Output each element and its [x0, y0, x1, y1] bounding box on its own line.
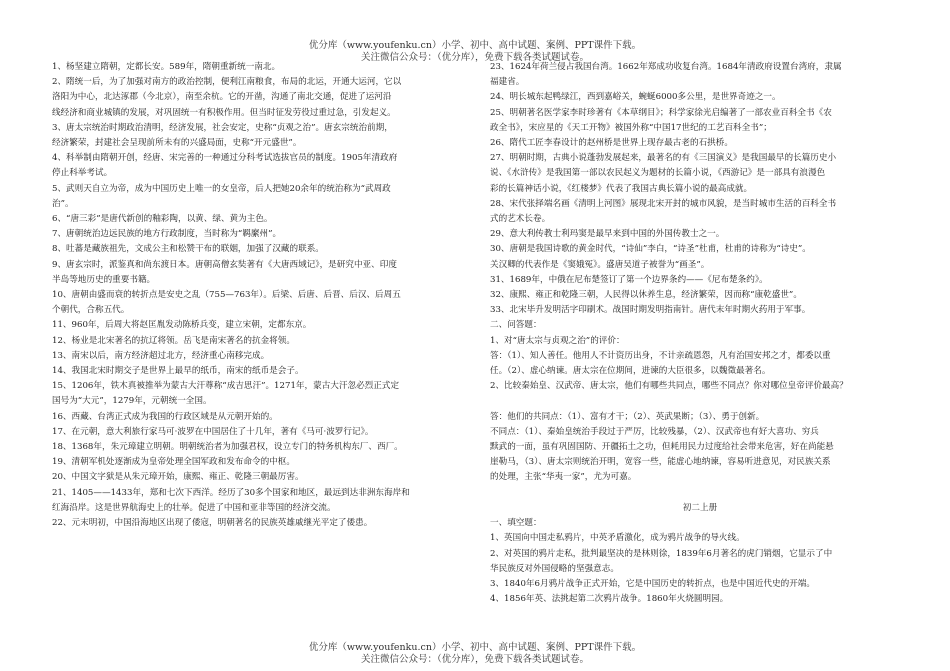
text-line: 初二上册 — [682, 502, 718, 513]
text-line: 式的艺术长卷。 — [490, 214, 551, 225]
text-line: 23、1624年荷兰侵占我国台湾。1662年郑成功收复台湾。1684年清政府设置台湾府，隶属 — [490, 62, 842, 72]
text-line: 9、唐玄宗时，派鉴真和尚东渡日本。唐朝高僧玄奘著有《大唐西域记》，是研究中亚、印度 — [52, 259, 397, 270]
text-line: 17、在元朝，意大利旅行家马可·波罗在中国居住了十几年，著有《马可·波罗行记》。 — [52, 426, 374, 437]
text-line: 28、宋代张择端名画《清明上河图》展现北宋开封的城市风貌，是当时城市生活的百科全书 — [490, 198, 837, 209]
text-line: 说、《水浒传》是我国第一部以农民起义为题材的长篇小说，《西游记》是一部具有浪漫色 — [490, 168, 826, 179]
text-line: 4、科举制由隋朝开创，经唐、宋完善的一种通过分科考试选拔官员的制度。1905年清政府 — [52, 153, 398, 164]
text-line: 经济繁荣，封建社会呈现前所未有的兴盛局面，史称“开元盛世”。 — [52, 138, 302, 149]
footer-line-1: 优分库（www.youfenku.cn）小学、初中、高中试题、案例、PPT课件下载。 — [308, 642, 642, 653]
text-line: 答：（1）、知人善任。他用人不计资历出身，不计亲疏恩怨，凡有治国安邦之才，都委以重 — [490, 350, 831, 361]
text-line: 2、对英国的鸦片走私，批判最坚决的是林则徐，1839年6月著名的虎门销烟，它显示了中 — [490, 548, 833, 559]
text-line: 3、唐太宗统治时期政治清明，经济发展，社会安定，史称“贞观之治”。唐玄宗统治前期， — [52, 122, 393, 133]
text-line: 线经济和商业城镇的发展，对巩固统一有积极作用。但当时征发劳役过重过急，引发起义。 — [52, 107, 396, 118]
text-line: 14、我国北宋时期交子是世界上最早的纸币，南宋的纸币是会子。 — [52, 366, 304, 377]
text-line: 30、唐朝是我国诗歌的黄金时代，“诗仙”李白，“诗圣”杜甫，杜甫的诗称为“诗史”。 — [490, 244, 811, 255]
text-line — [490, 486, 910, 501]
text-line: 3、1840年6月鸦片战争正式开始，它是中国历史的转折点，也是中国近代史的开端。 — [490, 578, 815, 589]
text-line: 32、康熙、雍正和乾隆三朝，人民得以休养生息，经济繁荣，因而称“康乾盛世”。 — [490, 290, 802, 301]
text-line: 二、问答题： — [490, 320, 542, 331]
page-footer — [0, 642, 950, 666]
text-line: 不同点：（1）、秦始皇统治手段过于严厉，比较残暴，（2）、汉武帝也有好大喜功、穷兵 — [490, 426, 819, 437]
text-line: 11、960年，后周大将赵匡胤发动陈桥兵变，建立宋朝，定都东京。 — [52, 320, 312, 331]
text-line: 5、武则天自立为帝，成为中国历史上唯一的女皇帝，后人把她20余年的统治称为“武周政 — [52, 183, 391, 194]
text-line: 19、清朝军机处逐渐成为皇帝处理全国军政和发布命令的中枢。 — [52, 457, 295, 468]
text-line: 12、杨业是北宋著名的抗辽将领。岳飞是南宋著名的抗金将领。 — [52, 335, 295, 346]
text-line: 治”。 — [52, 198, 74, 209]
text-line: 24、明长城东起鸭绿江，西到嘉峪关，蜿蜒6000多公里，是世界奇迹之一。 — [490, 92, 781, 103]
text-line: 彩的长篇神话小说，《红楼梦》代表了我国古典长篇小说的最高成就。 — [490, 183, 753, 194]
text-line: 政全书》，宋应星的《天工开物》被国外称“中国17世纪的工艺百科全书”； — [490, 122, 772, 133]
text-line: 红海沿岸。这是世界航海史上的壮举。促进了中国和亚非等国的经济交流。 — [52, 502, 336, 513]
left-column — [52, 60, 467, 531]
text-line: 1、对“唐太宗与贞观之治”的评价： — [490, 335, 625, 346]
text-line: 4、1856年英、法挑起第二次鸦片战争。1860年火烧圆明园。 — [490, 594, 729, 605]
text-line: 25、明朝著名医学家李时珍著有《本草纲目》；科学家徐光启编著了一部农业百科全书《农 — [490, 107, 832, 118]
text-line: 国号为“大元”，1279年，元朝统一全国。 — [52, 396, 212, 407]
text-line: 崖勒马，（3）、唐太宗则统治开明，宽容一些，能虚心地纳谏，容易听进意见，对民族关系 — [490, 457, 831, 468]
text-line: 13、南宋以后，南方经济超过北方，经济重心南移完成。 — [52, 350, 270, 361]
text-line: 一、填空题： — [490, 518, 542, 529]
text-line: 半岛等地历史的重要书籍。 — [52, 274, 156, 285]
text-line: 7、唐朝统治边远民族的地方行政制度，当时称为“羁縻州”。 — [52, 229, 282, 240]
text-line: 33、北宋毕升发明活字印刷术。战国时期发明指南针。唐代末年时期火药用于军事。 — [490, 305, 811, 316]
text-line: 10、唐朝由盛而衰的转折点是安史之乱（755—763年）。后梁、后唐、后晋、后汉、后周五 — [52, 290, 401, 301]
text-line: 答：他们的共同点：（1）、富有才干；（2）、英武果断；（3）、勇于创新。 — [490, 411, 765, 422]
text-line: 关汉卿的代表作是《窦娥冤》。盛唐吴道子被誉为“画圣”。 — [490, 259, 710, 270]
header-line-1: 优分库（www.youfenku.cn）小学、初中、高中试题、案例、PPT课件下载。 — [308, 40, 642, 51]
text-line: 任。（2）、虚心纳谏。唐太宗在位期间，进谏的大臣很多，以魏徵最著名。 — [490, 366, 771, 377]
text-line: 福建省。 — [490, 77, 525, 88]
text-line — [490, 394, 910, 409]
text-line: 15、1206年，铁木真被推举为蒙古大汗尊称“成吉思汗”。1271年，蒙古大汗忽必烈正式定 — [52, 381, 400, 392]
text-line: 21、1405——1433年，郑和七次下西洋。经历了30多个国家和地区，最远到达非洲东海岸和 — [52, 487, 410, 498]
text-line: 1、杨坚建立隋朝，定都长安。589年，隋朝重新统一南北。 — [52, 62, 281, 72]
header-line-2: 关注微信公众号：（优分库），免费下载各类试题试卷。 — [360, 52, 589, 63]
right-column — [490, 60, 910, 607]
text-line: 洛阳为中心，北达涿郡（今北京），南至余杭。它的开凿，沟通了南北交通，促进了运河沿 — [52, 92, 392, 103]
text-line: 22、元末明初，中国沿海地区出现了倭寇，明朝著名的民族英雄戚继光平定了倭患。 — [52, 518, 373, 529]
text-line: 27、明朝时期，古典小说蓬勃发展起来，最著名的有《三国演义》是我国最早的长篇历史小 — [490, 153, 837, 164]
text-line: 停止科举考试。 — [52, 168, 113, 179]
text-line: 29、意大利传教士利玛窦是最早来到中国的外国传教士之一。 — [490, 229, 725, 240]
text-line: 华民族反对外国侵略的坚强意志。 — [490, 563, 619, 574]
text-line: 18、1368年，朱元璋建立明朝。明朝统治者为加强君权，设立专门的特务机构东厂、西厂。 — [52, 442, 403, 453]
text-line: 1、英国向中国走私鸦片，中英矛盾激化，成为鸦片战争的导火线。 — [490, 533, 745, 544]
text-line: 个朝代，合称五代。 — [52, 305, 130, 316]
text-line: 16、西藏、台湾正式成为我国的行政区域是从元朝开始的。 — [52, 411, 278, 422]
text-line: 2、比较秦始皇、汉武帝、唐太宗，他们有哪些共同点，哪些不同点？你对哪位皇帝评价最高？ — [490, 381, 848, 392]
text-line: 31、1689年，中俄在尼布楚签订了第一个边界条约——《尼布楚条约》。 — [490, 274, 768, 285]
text-line: 20、中国文字狱是从朱元璋开始，康熙、雍正、乾隆三朝最厉害。 — [52, 472, 304, 483]
text-line: 黩武的一面，虽有巩固国防、开疆拓土之功，但耗用民力过度给社会带来危害，好在尚能悬 — [490, 442, 834, 453]
footer-line-2: 关注微信公众号：（优分库），免费下载各类试题试卷。 — [360, 654, 589, 665]
text-line: 6、“唐三彩”是唐代新创的釉彩陶，以黄、绿、黄为主色。 — [52, 214, 273, 225]
text-line: 2、隋统一后，为了加强对南方的政治控制，便利江南粮食，布局的北运，开通大运河，它以 — [52, 77, 402, 88]
text-line: 26、隋代工匠李春设计的赵州桥是世界上现存最古老的石拱桥。 — [490, 138, 733, 149]
text-line: 8、吐蕃是藏族祖先，文成公主和松赞干布的联姻，加强了汉藏的联系。 — [52, 244, 324, 255]
text-line: 的处理，主张“华夷一家”，尤为可嘉。 — [490, 472, 637, 483]
